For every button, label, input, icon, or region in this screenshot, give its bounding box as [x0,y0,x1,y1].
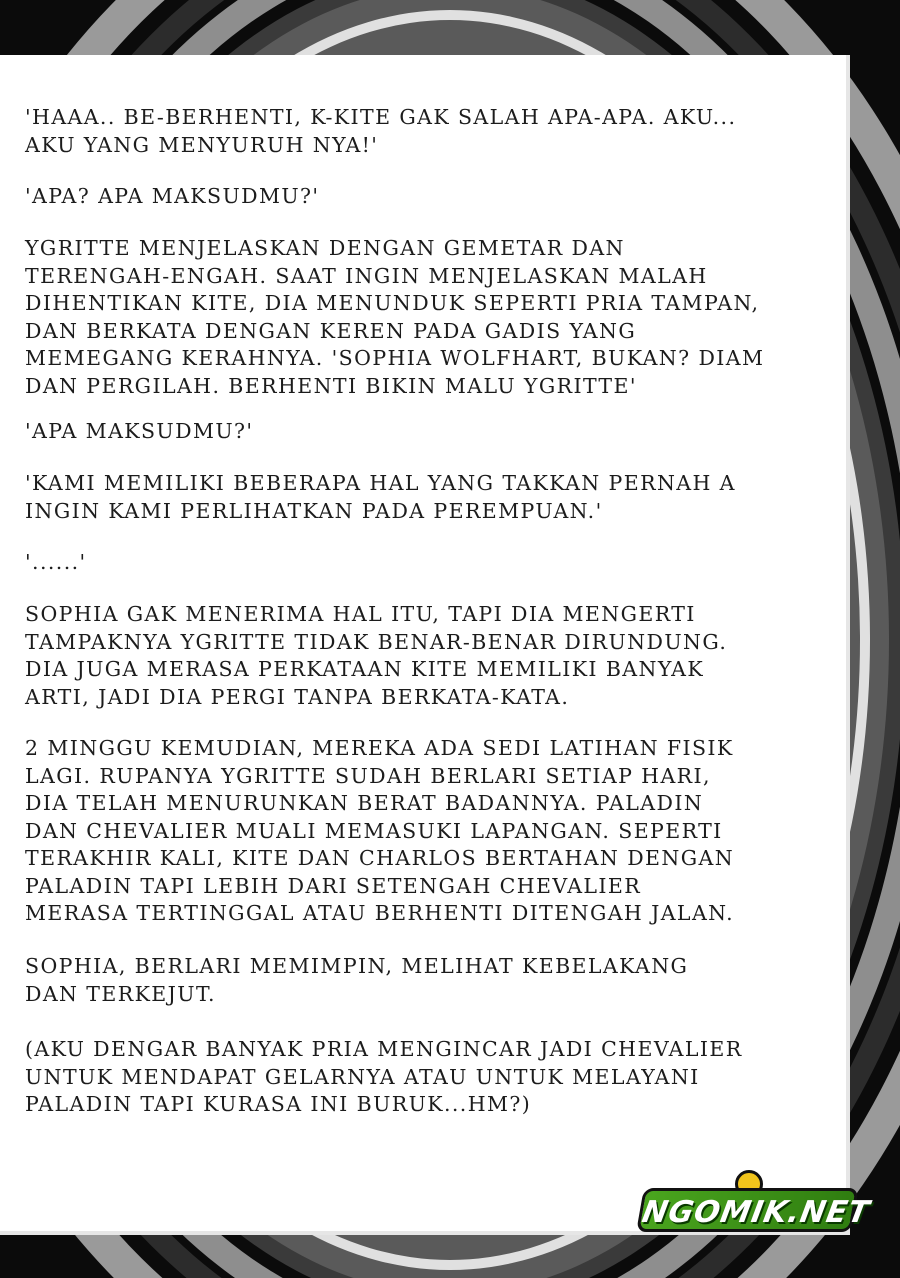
paragraph-4: 'APA MAKSUDMU?' [25,419,254,443]
text-page [0,55,850,1235]
paragraph-2: 'APA? APA MAKSUDMU?' [25,184,320,208]
paragraph-1: 'HAAA.. BE-BERHENTI, K-KITE GAK SALAH APA-APA. AKU... AKU YANG MENYURUH NYA!' [25,105,737,157]
paragraph-10: (AKU DENGAR BANYAK PRIA MENGINCAR JADI CHEVALIER UNTUK MENDAPAT GELARNYA ATAU UNTUK MELAYANI PALADIN TAPI KURASA INI BURUK...HM?) [25,1037,743,1116]
paragraph-6: '......' [25,550,87,574]
paragraph-9: SOPHIA, BERLARI MEMIMPIN, MELIHAT KEBELAKANG DAN TERKEJUT. [25,954,689,1006]
paragraph-7: SOPHIA GAK MENERIMA HAL ITU, TAPI DIA MENGERTI TAMPAKNYA YGRITTE TIDAK BENAR-BENAR DIRUNDUNG. DIA JUGA MERASA PERKATAAN KITE MEMILIKI BANYAK ARTI, JADI DIA PERGI TANPA BERKATA-KATA. [25,602,728,709]
paragraph-8: 2 MINGGU KEMUDIAN, MEREKA ADA SEDI LATIHAN FISIK LAGI. RUPANYA YGRITTE SUDAH BERLARI SETIAP HARI, DIA TELAH MENURUNKAN BERAT BADANNYA. PALADIN DAN CHEVALIER MUALI MEMASUKI LAPANGAN. SEPERTI TERAKHIR KALI, KITE DAN CHARLOS BERTAHAN DENGAN PALADIN TAPI LEBIH DARI SETENGAH CHEVALIER MERASA TERTINGGAL ATAU BERHENTI DITENGAH JALAN. [25,736,735,925]
paragraph-3: YGRITTE MENJELASKAN DENGAN GEMETAR DAN TERENGAH-ENGAH. SAAT INGIN MENJELASKAN MALAH DIHENTIKAN KITE, DIA MENUNDUK SEPERTI PRIA TAMPAN, DAN BERKATA DENGAN KEREN PADA GADIS YANG MEMEGANG KERAHNYA. 'SOPHIA WOLFHART, BUKAN? DIAM DAN PERGILAH. BERHENTI BIKIN MALU YGRITTE' [25,236,765,398]
logo-text: NGOMIK.NET [636,1188,859,1232]
site-watermark-logo [639,1170,873,1250]
paragraph-5: 'KAMI MEMILIKI BEBERAPA HAL YANG TAKKAN PERNAH A INGIN KAMI PERLIHATKAN PADA PEREMPUAN.' [25,471,736,523]
